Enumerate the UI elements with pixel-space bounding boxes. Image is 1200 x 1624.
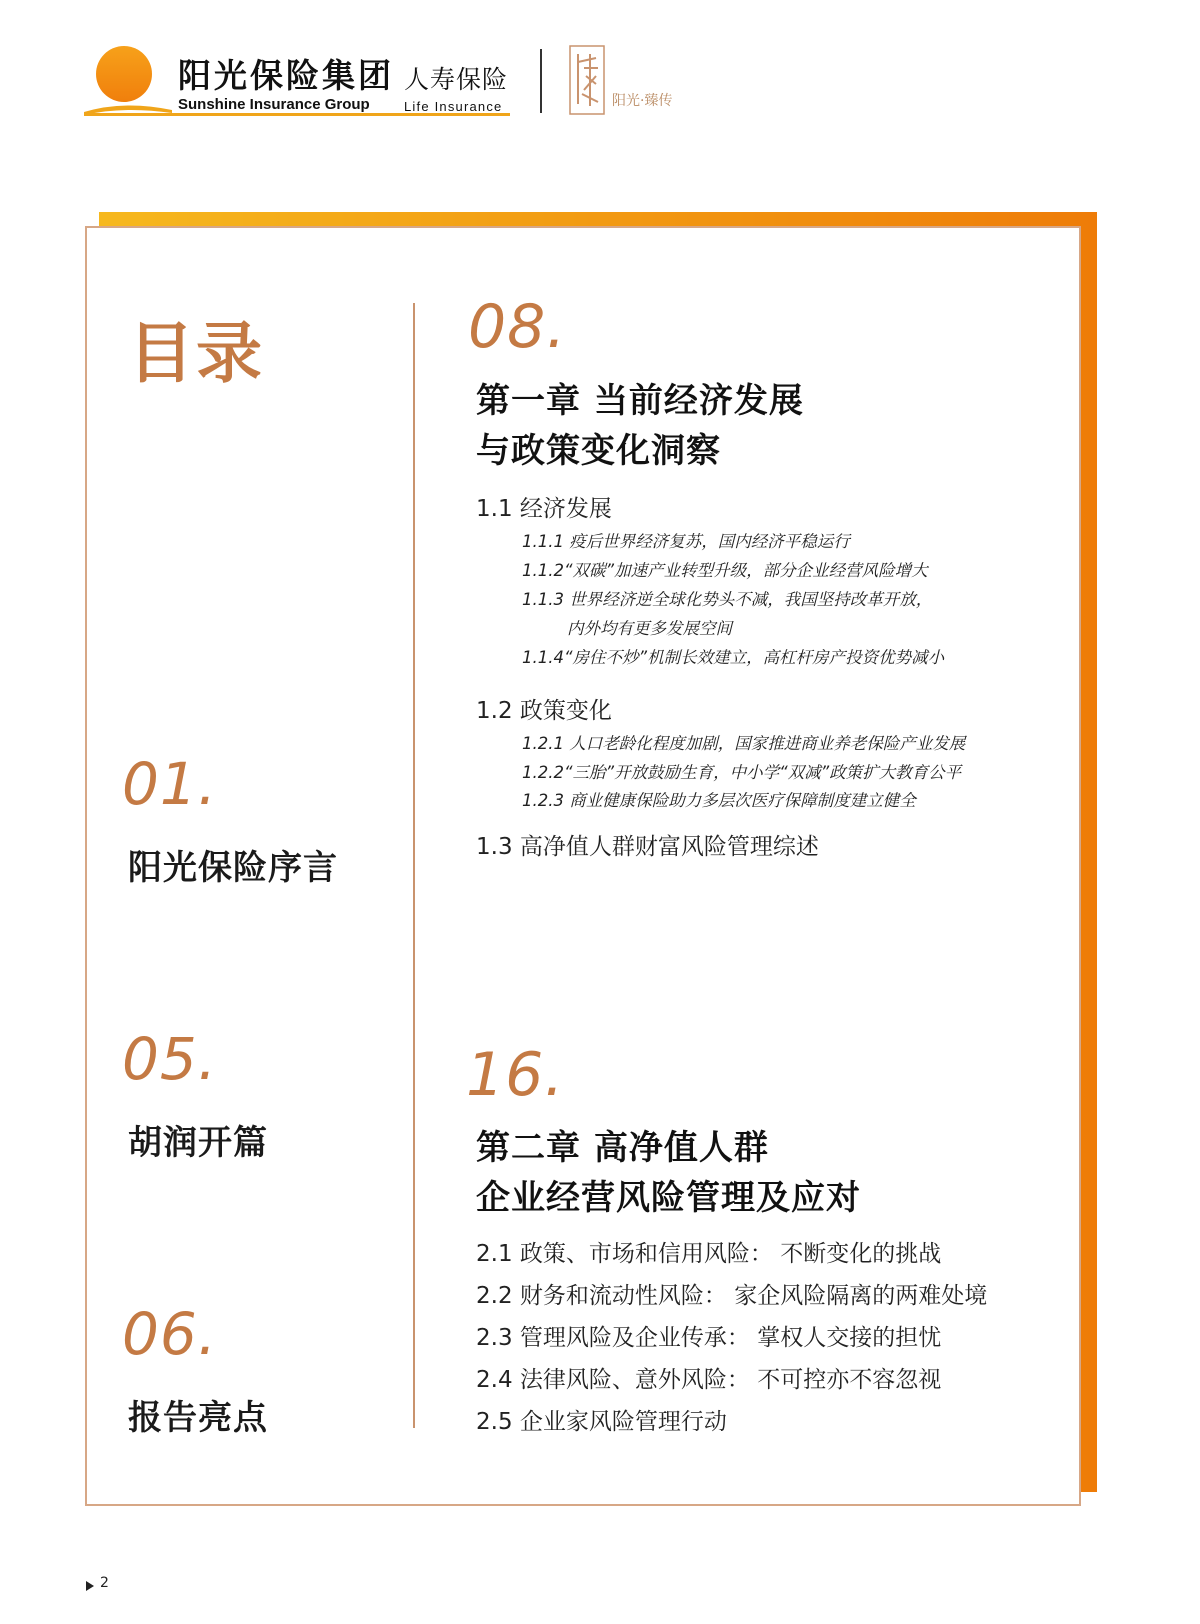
toc-entry-title[interactable]: 胡润开篇 <box>128 1123 268 1163</box>
section-2-5[interactable]: 2.5 企业家风险管理行动 <box>476 1409 727 1435</box>
slogan-text: 阳光·臻传 <box>612 93 673 109</box>
chapter1-number[interactable]: 08. <box>468 292 567 362</box>
section-2-4[interactable]: 2.4 法律风险、意外风险： 不可控亦不容忽视 <box>476 1367 942 1393</box>
subsection-1-1-3-cont[interactable]: 内外均有更多发展空间 <box>567 619 732 638</box>
toc-entry-title[interactable]: 阳光保险序言 <box>128 848 338 888</box>
sunshine-logo-icon <box>84 44 174 116</box>
section-1-1[interactable]: 1.1 经济发展 <box>476 496 612 522</box>
subsection-1-2-3[interactable]: 1.2.3 商业健康保险助力多层次医疗保障制度建立健全 <box>522 791 916 810</box>
subsection-1-1-4[interactable]: 1.1.4“房住不炒”机制长效建立，高杠杆房产投资优势减小 <box>522 648 945 667</box>
subsection-1-1-2[interactable]: 1.1.2“双碳”加速产业转型升级，部分企业经营风险增大 <box>522 561 928 580</box>
toc-entry-number[interactable]: 06. <box>122 1300 218 1368</box>
toc-title: 目录 <box>128 315 264 392</box>
section-2-3[interactable]: 2.3 管理风险及企业传承： 掌权人交接的担忧 <box>476 1325 942 1351</box>
life-insurance-en: Life Insurance <box>404 99 503 114</box>
page-marker-icon <box>86 1581 94 1591</box>
toc-entry-number[interactable]: 01. <box>122 750 218 818</box>
section-2-1[interactable]: 2.1 政策、市场和信用风险： 不断变化的挑战 <box>476 1241 942 1267</box>
brand-name-en: Sunshine Insurance Group <box>178 96 370 113</box>
toc-entry-title[interactable]: 报告亮点 <box>128 1398 268 1438</box>
chapter1-title-line2[interactable]: 与政策变化洞察 <box>476 431 721 471</box>
page-number: 2 <box>100 1575 109 1591</box>
toc-entry-number[interactable]: 05. <box>122 1025 218 1093</box>
chapter2-number[interactable]: 16. <box>466 1040 565 1110</box>
subsection-1-2-2[interactable]: 1.2.2“三胎”开放鼓励生育，中小学“双减”政策扩大教育公平 <box>522 763 962 782</box>
header-divider <box>540 49 542 113</box>
brand-name-cn: 阳光保险集团 <box>178 56 394 95</box>
seal-calligraphy-icon <box>568 44 606 116</box>
life-insurance-cn: 人寿保险 <box>404 65 509 94</box>
subsection-1-1-3[interactable]: 1.1.3 世界经济逆全球化势头不减，我国坚持改革开放， <box>522 590 933 609</box>
column-divider <box>413 303 415 1428</box>
chapter2-title-line1[interactable]: 第二章 高净值人群 <box>476 1128 769 1168</box>
section-1-3[interactable]: 1.3 高净值人群财富风险管理综述 <box>476 834 819 860</box>
chapter1-title-line1[interactable]: 第一章 当前经济发展 <box>476 381 804 421</box>
section-2-2[interactable]: 2.2 财务和流动性风险： 家企风险隔离的两难处境 <box>476 1283 988 1309</box>
subsection-1-2-1[interactable]: 1.2.1 人口老龄化程度加剧，国家推进商业养老保险产业发展 <box>522 734 966 753</box>
subsection-1-1-1[interactable]: 1.1.1 疫后世界经济复苏，国内经济平稳运行 <box>522 532 850 551</box>
section-1-2[interactable]: 1.2 政策变化 <box>476 698 612 724</box>
chapter2-title-line2[interactable]: 企业经营风险管理及应对 <box>476 1178 861 1218</box>
